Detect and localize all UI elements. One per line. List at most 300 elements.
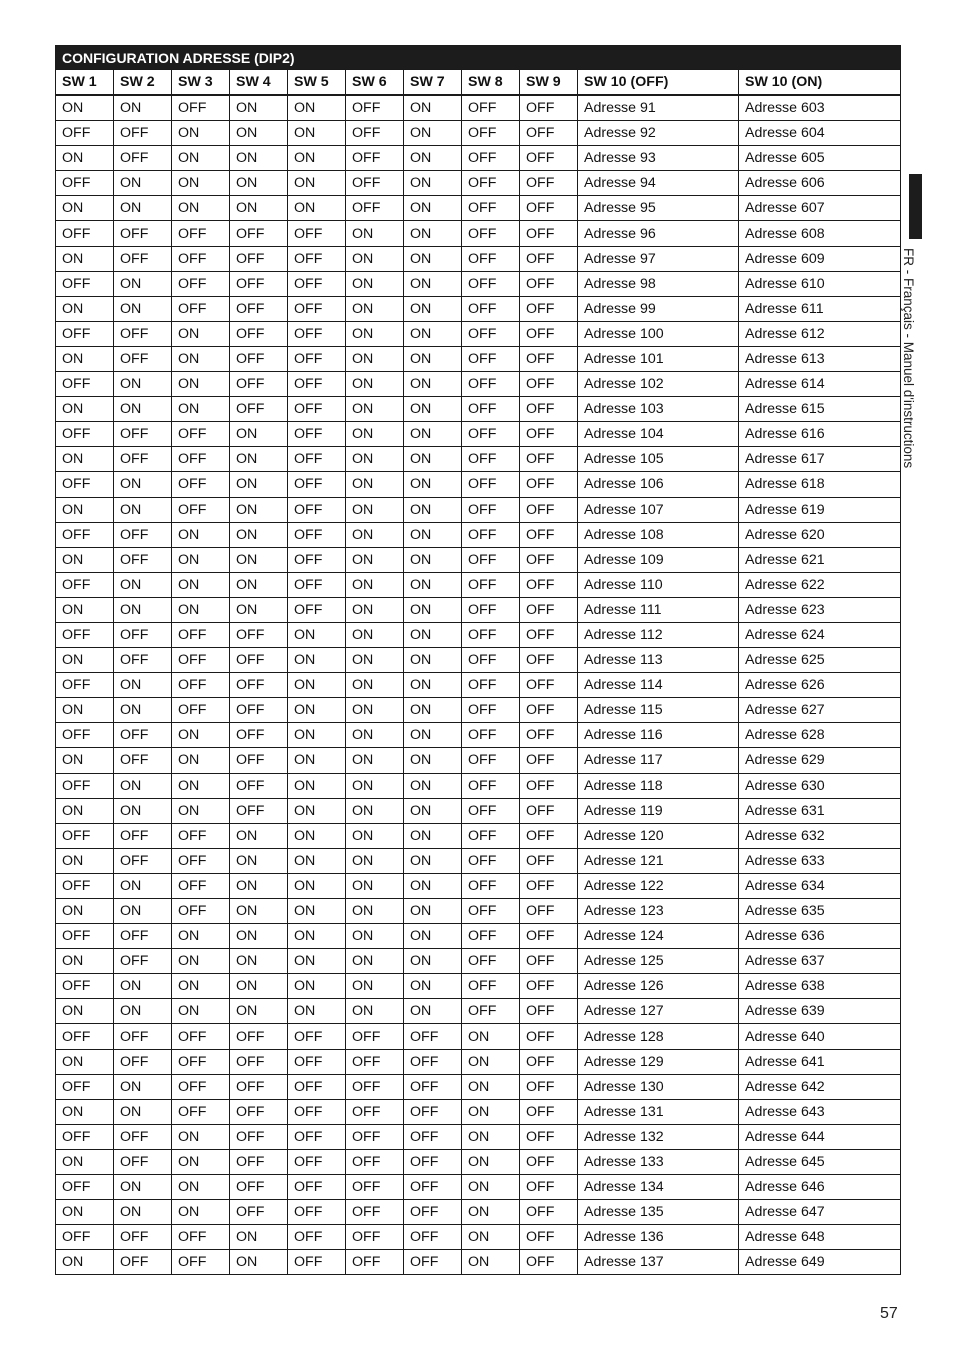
table-row <box>56 899 901 924</box>
address-cell: Adresse 623 <box>739 597 901 622</box>
address-cell: Adresse 610 <box>739 271 901 296</box>
switch-state-cell: OFF <box>230 1099 288 1124</box>
switch-state-cell: OFF <box>230 698 288 723</box>
switch-state-cell: OFF <box>520 321 578 346</box>
switch-state-cell: ON <box>404 622 462 647</box>
switch-state-cell: ON <box>346 924 404 949</box>
address-cell: Adresse 99 <box>578 296 739 321</box>
table-row <box>56 798 901 823</box>
switch-state-cell: ON <box>288 698 346 723</box>
switch-state-cell: ON <box>404 296 462 321</box>
switch-state-cell: OFF <box>346 95 404 121</box>
switch-state-cell: ON <box>346 823 404 848</box>
address-cell: Adresse 93 <box>578 146 739 171</box>
switch-state-cell: ON <box>114 698 172 723</box>
switch-state-cell: ON <box>404 949 462 974</box>
address-cell: Adresse 137 <box>578 1250 739 1275</box>
switch-state-cell: OFF <box>462 773 520 798</box>
address-cell: Adresse 637 <box>739 949 901 974</box>
switch-state-cell: OFF <box>520 949 578 974</box>
table-row <box>56 648 901 673</box>
table-row <box>56 1225 901 1250</box>
switch-state-cell: ON <box>172 196 230 221</box>
switch-state-cell: ON <box>114 296 172 321</box>
switch-state-cell: OFF <box>520 1225 578 1250</box>
switch-state-cell: ON <box>288 924 346 949</box>
switch-state-cell: ON <box>288 622 346 647</box>
switch-state-cell: ON <box>172 1124 230 1149</box>
switch-state-cell: OFF <box>462 397 520 422</box>
switch-state-cell: ON <box>404 999 462 1024</box>
table-row <box>56 422 901 447</box>
switch-state-cell: ON <box>346 999 404 1024</box>
switch-state-cell: OFF <box>462 798 520 823</box>
address-cell: Adresse 110 <box>578 572 739 597</box>
switch-state-cell: OFF <box>114 447 172 472</box>
switch-state-cell: OFF <box>462 321 520 346</box>
switch-state-cell: ON <box>56 1049 114 1074</box>
switch-state-cell: ON <box>56 798 114 823</box>
switch-state-cell: ON <box>346 798 404 823</box>
switch-state-cell: ON <box>462 1175 520 1200</box>
switch-state-cell: OFF <box>520 95 578 121</box>
switch-state-cell: ON <box>404 597 462 622</box>
switch-state-cell: ON <box>404 873 462 898</box>
switch-state-cell: ON <box>404 773 462 798</box>
switch-state-cell: ON <box>404 271 462 296</box>
switch-state-cell: OFF <box>56 1074 114 1099</box>
switch-state-cell: OFF <box>172 1099 230 1124</box>
switch-state-cell: ON <box>346 397 404 422</box>
switch-state-cell: ON <box>230 597 288 622</box>
switch-state-cell: OFF <box>288 321 346 346</box>
switch-state-cell: ON <box>56 1250 114 1275</box>
side-language-label: FR - Français - Manuel d'instructions <box>901 248 916 469</box>
switch-state-cell: OFF <box>172 95 230 121</box>
switch-state-cell: OFF <box>520 924 578 949</box>
switch-state-cell: ON <box>230 1225 288 1250</box>
switch-state-cell: OFF <box>462 873 520 898</box>
switch-state-cell: OFF <box>56 572 114 597</box>
switch-state-cell: OFF <box>346 1225 404 1250</box>
switch-state-cell: OFF <box>56 1225 114 1250</box>
switch-state-cell: OFF <box>520 848 578 873</box>
switch-state-cell: ON <box>56 1099 114 1124</box>
switch-state-cell: OFF <box>462 296 520 321</box>
switch-state-cell: ON <box>230 873 288 898</box>
switch-state-cell: OFF <box>172 1074 230 1099</box>
switch-state-cell: ON <box>56 397 114 422</box>
table-row <box>56 974 901 999</box>
switch-state-cell: ON <box>404 673 462 698</box>
switch-state-cell: OFF <box>114 1250 172 1275</box>
switch-state-cell: ON <box>346 422 404 447</box>
address-cell: Adresse 607 <box>739 196 901 221</box>
switch-state-cell: ON <box>404 899 462 924</box>
switch-state-cell: OFF <box>346 1200 404 1225</box>
switch-state-cell: OFF <box>462 271 520 296</box>
switch-state-cell: OFF <box>404 1149 462 1174</box>
address-cell: Adresse 631 <box>739 798 901 823</box>
switch-state-cell: OFF <box>230 221 288 246</box>
switch-state-cell: ON <box>346 949 404 974</box>
switch-state-cell: ON <box>404 648 462 673</box>
switch-state-cell: ON <box>114 999 172 1024</box>
switch-state-cell: OFF <box>520 1124 578 1149</box>
switch-state-cell: ON <box>404 924 462 949</box>
switch-state-cell: OFF <box>462 422 520 447</box>
column-header: SW 7 <box>404 70 462 96</box>
switch-state-cell: OFF <box>172 221 230 246</box>
switch-state-cell: ON <box>404 372 462 397</box>
switch-state-cell: OFF <box>346 121 404 146</box>
switch-state-cell: ON <box>114 1074 172 1099</box>
address-cell: Adresse 127 <box>578 999 739 1024</box>
switch-state-cell: OFF <box>172 1024 230 1049</box>
switch-state-cell: OFF <box>462 547 520 572</box>
address-cell: Adresse 609 <box>739 246 901 271</box>
address-config-table <box>55 45 901 1275</box>
address-cell: Adresse 633 <box>739 848 901 873</box>
address-cell: Adresse 638 <box>739 974 901 999</box>
address-cell: Adresse 100 <box>578 321 739 346</box>
switch-state-cell: OFF <box>114 146 172 171</box>
switch-state-cell: ON <box>230 899 288 924</box>
switch-state-cell: ON <box>114 372 172 397</box>
table-row <box>56 673 901 698</box>
switch-state-cell: OFF <box>462 723 520 748</box>
switch-state-cell: OFF <box>230 773 288 798</box>
switch-state-cell: ON <box>230 121 288 146</box>
switch-state-cell: ON <box>114 873 172 898</box>
address-cell: Adresse 644 <box>739 1124 901 1149</box>
address-cell: Adresse 616 <box>739 422 901 447</box>
table-row <box>56 999 901 1024</box>
switch-state-cell: OFF <box>114 121 172 146</box>
switch-state-cell: ON <box>462 1250 520 1275</box>
switch-state-cell: OFF <box>462 121 520 146</box>
switch-state-cell: ON <box>346 698 404 723</box>
address-cell: Adresse 98 <box>578 271 739 296</box>
switch-state-cell: ON <box>288 196 346 221</box>
switch-state-cell: OFF <box>114 723 172 748</box>
table-row <box>56 221 901 246</box>
switch-state-cell: ON <box>114 497 172 522</box>
switch-state-cell: OFF <box>462 999 520 1024</box>
switch-state-cell: OFF <box>520 572 578 597</box>
address-cell: Adresse 645 <box>739 1149 901 1174</box>
switch-state-cell: OFF <box>230 321 288 346</box>
address-cell: Adresse 128 <box>578 1024 739 1049</box>
switch-state-cell: OFF <box>114 1024 172 1049</box>
table-row <box>56 773 901 798</box>
table-row <box>56 1049 901 1074</box>
switch-state-cell: ON <box>404 196 462 221</box>
switch-state-cell: OFF <box>114 823 172 848</box>
switch-state-cell: OFF <box>230 271 288 296</box>
switch-state-cell: OFF <box>462 949 520 974</box>
address-cell: Adresse 117 <box>578 748 739 773</box>
switch-state-cell: OFF <box>520 1200 578 1225</box>
switch-state-cell: OFF <box>520 999 578 1024</box>
address-cell: Adresse 115 <box>578 698 739 723</box>
switch-state-cell: ON <box>288 873 346 898</box>
switch-state-cell: ON <box>172 748 230 773</box>
switch-state-cell: OFF <box>520 221 578 246</box>
switch-state-cell: OFF <box>172 497 230 522</box>
switch-state-cell: OFF <box>114 346 172 371</box>
column-header: SW 10 (OFF) <box>578 70 739 96</box>
switch-state-cell: OFF <box>56 773 114 798</box>
switch-state-cell: ON <box>288 773 346 798</box>
address-cell: Adresse 104 <box>578 422 739 447</box>
switch-state-cell: ON <box>230 572 288 597</box>
switch-state-cell: OFF <box>288 271 346 296</box>
switch-state-cell: ON <box>346 572 404 597</box>
address-cell: Adresse 606 <box>739 171 901 196</box>
address-cell: Adresse 102 <box>578 372 739 397</box>
switch-state-cell: OFF <box>172 698 230 723</box>
switch-state-cell: OFF <box>172 873 230 898</box>
switch-state-cell: OFF <box>288 497 346 522</box>
address-cell: Adresse 112 <box>578 622 739 647</box>
switch-state-cell: OFF <box>172 848 230 873</box>
switch-state-cell: ON <box>404 422 462 447</box>
switch-state-cell: OFF <box>462 196 520 221</box>
switch-state-cell: OFF <box>172 472 230 497</box>
address-cell: Adresse 109 <box>578 547 739 572</box>
switch-state-cell: OFF <box>462 447 520 472</box>
switch-state-cell: OFF <box>288 422 346 447</box>
switch-state-cell: OFF <box>520 899 578 924</box>
table-row <box>56 121 901 146</box>
switch-state-cell: ON <box>172 999 230 1024</box>
switch-state-cell: ON <box>404 823 462 848</box>
address-cell: Adresse 122 <box>578 873 739 898</box>
switch-state-cell: ON <box>346 447 404 472</box>
switch-state-cell: OFF <box>230 622 288 647</box>
table-row <box>56 1124 901 1149</box>
switch-state-cell: ON <box>288 95 346 121</box>
address-cell: Adresse 635 <box>739 899 901 924</box>
switch-state-cell: OFF <box>520 346 578 371</box>
switch-state-cell: ON <box>288 121 346 146</box>
table-row <box>56 723 901 748</box>
switch-state-cell: ON <box>56 1149 114 1174</box>
address-cell: Adresse 125 <box>578 949 739 974</box>
switch-state-cell: ON <box>172 1175 230 1200</box>
address-cell: Adresse 634 <box>739 873 901 898</box>
switch-state-cell: ON <box>114 397 172 422</box>
switch-state-cell: ON <box>172 171 230 196</box>
switch-state-cell: ON <box>346 296 404 321</box>
switch-state-cell: OFF <box>462 597 520 622</box>
switch-state-cell: OFF <box>462 246 520 271</box>
switch-state-cell: OFF <box>172 271 230 296</box>
switch-state-cell: ON <box>404 95 462 121</box>
switch-state-cell: ON <box>114 171 172 196</box>
switch-state-cell: ON <box>404 572 462 597</box>
table-row <box>56 698 901 723</box>
switch-state-cell: ON <box>230 1250 288 1275</box>
table-row <box>56 572 901 597</box>
table-row <box>56 296 901 321</box>
switch-state-cell: ON <box>346 547 404 572</box>
switch-state-cell: OFF <box>56 1024 114 1049</box>
switch-state-cell: ON <box>288 798 346 823</box>
switch-state-cell: ON <box>56 296 114 321</box>
address-cell: Adresse 625 <box>739 648 901 673</box>
switch-state-cell: OFF <box>56 271 114 296</box>
switch-state-cell: OFF <box>462 748 520 773</box>
switch-state-cell: OFF <box>288 372 346 397</box>
switch-state-cell: ON <box>346 246 404 271</box>
address-cell: Adresse 627 <box>739 698 901 723</box>
address-cell: Adresse 94 <box>578 171 739 196</box>
table-row <box>56 848 901 873</box>
switch-state-cell: OFF <box>462 95 520 121</box>
switch-state-cell: OFF <box>230 246 288 271</box>
switch-state-cell: OFF <box>462 472 520 497</box>
switch-state-cell: OFF <box>172 1250 230 1275</box>
switch-state-cell: ON <box>56 196 114 221</box>
switch-state-cell: OFF <box>462 497 520 522</box>
table-row <box>56 447 901 472</box>
switch-state-cell: ON <box>462 1149 520 1174</box>
switch-state-cell: OFF <box>462 848 520 873</box>
switch-state-cell: ON <box>56 497 114 522</box>
switch-state-cell: OFF <box>404 1099 462 1124</box>
switch-state-cell: OFF <box>462 673 520 698</box>
switch-state-cell: OFF <box>230 372 288 397</box>
switch-state-cell: OFF <box>462 823 520 848</box>
switch-state-cell: ON <box>230 974 288 999</box>
table-row <box>56 924 901 949</box>
switch-state-cell: OFF <box>462 372 520 397</box>
switch-state-cell: ON <box>346 522 404 547</box>
address-cell: Adresse 642 <box>739 1074 901 1099</box>
switch-state-cell: OFF <box>56 221 114 246</box>
switch-state-cell: ON <box>288 723 346 748</box>
switch-state-cell: ON <box>404 321 462 346</box>
address-cell: Adresse 121 <box>578 848 739 873</box>
switch-state-cell: ON <box>346 974 404 999</box>
address-cell: Adresse 605 <box>739 146 901 171</box>
address-cell: Adresse 612 <box>739 321 901 346</box>
address-cell: Adresse 134 <box>578 1175 739 1200</box>
switch-state-cell: ON <box>346 622 404 647</box>
table-row <box>56 823 901 848</box>
switch-state-cell: OFF <box>404 1049 462 1074</box>
switch-state-cell: OFF <box>288 246 346 271</box>
switch-state-cell: OFF <box>56 622 114 647</box>
switch-state-cell: OFF <box>288 1024 346 1049</box>
switch-state-cell: ON <box>230 848 288 873</box>
switch-state-cell: ON <box>230 196 288 221</box>
column-header: SW 5 <box>288 70 346 96</box>
address-cell: Adresse 646 <box>739 1175 901 1200</box>
address-cell: Adresse 132 <box>578 1124 739 1149</box>
switch-state-cell: OFF <box>114 1124 172 1149</box>
switch-state-cell: OFF <box>288 1175 346 1200</box>
switch-state-cell: ON <box>230 999 288 1024</box>
page-number: 57 <box>880 1305 898 1322</box>
switch-state-cell: OFF <box>520 196 578 221</box>
switch-state-cell: ON <box>404 698 462 723</box>
address-cell: Adresse 611 <box>739 296 901 321</box>
table-row <box>56 1175 901 1200</box>
switch-state-cell: OFF <box>520 974 578 999</box>
switch-state-cell: OFF <box>288 572 346 597</box>
switch-state-cell: OFF <box>520 397 578 422</box>
switch-state-cell: OFF <box>288 522 346 547</box>
switch-state-cell: OFF <box>462 221 520 246</box>
column-header: SW 8 <box>462 70 520 96</box>
switch-state-cell: OFF <box>404 1124 462 1149</box>
table-row <box>56 622 901 647</box>
address-cell: Adresse 119 <box>578 798 739 823</box>
switch-state-cell: ON <box>114 572 172 597</box>
switch-state-cell: OFF <box>230 1024 288 1049</box>
switch-state-cell: ON <box>172 723 230 748</box>
switch-state-cell: OFF <box>114 522 172 547</box>
switch-state-cell: OFF <box>520 121 578 146</box>
switch-state-cell: ON <box>346 372 404 397</box>
address-cell: Adresse 135 <box>578 1200 739 1225</box>
switch-state-cell: OFF <box>404 1200 462 1225</box>
address-cell: Adresse 116 <box>578 723 739 748</box>
table-row <box>56 1200 901 1225</box>
switch-state-cell: ON <box>346 472 404 497</box>
switch-state-cell: ON <box>230 497 288 522</box>
address-cell: Adresse 613 <box>739 346 901 371</box>
switch-state-cell: OFF <box>520 873 578 898</box>
address-cell: Adresse 103 <box>578 397 739 422</box>
switch-state-cell: OFF <box>288 1225 346 1250</box>
address-cell: Adresse 120 <box>578 823 739 848</box>
switch-state-cell: OFF <box>520 648 578 673</box>
table-row <box>56 171 901 196</box>
address-cell: Adresse 96 <box>578 221 739 246</box>
address-cell: Adresse 603 <box>739 95 901 121</box>
switch-state-cell: OFF <box>114 1225 172 1250</box>
switch-state-cell: OFF <box>230 1149 288 1174</box>
switch-state-cell: OFF <box>404 1024 462 1049</box>
address-cell: Adresse 614 <box>739 372 901 397</box>
switch-state-cell: ON <box>346 648 404 673</box>
switch-state-cell: OFF <box>56 673 114 698</box>
switch-state-cell: OFF <box>462 974 520 999</box>
switch-state-cell: OFF <box>172 1049 230 1074</box>
address-cell: Adresse 106 <box>578 472 739 497</box>
table-row <box>56 246 901 271</box>
table-row <box>56 472 901 497</box>
switch-state-cell: OFF <box>114 221 172 246</box>
switch-state-cell: OFF <box>520 171 578 196</box>
switch-state-cell: OFF <box>114 547 172 572</box>
switch-state-cell: OFF <box>230 723 288 748</box>
switch-state-cell: OFF <box>346 1099 404 1124</box>
switch-state-cell: OFF <box>462 346 520 371</box>
switch-state-cell: OFF <box>520 1074 578 1099</box>
table-row <box>56 873 901 898</box>
switch-state-cell: ON <box>56 246 114 271</box>
switch-state-cell: OFF <box>56 372 114 397</box>
switch-state-cell: OFF <box>56 1124 114 1149</box>
switch-state-cell: OFF <box>172 296 230 321</box>
switch-state-cell: ON <box>288 823 346 848</box>
switch-state-cell: OFF <box>520 597 578 622</box>
